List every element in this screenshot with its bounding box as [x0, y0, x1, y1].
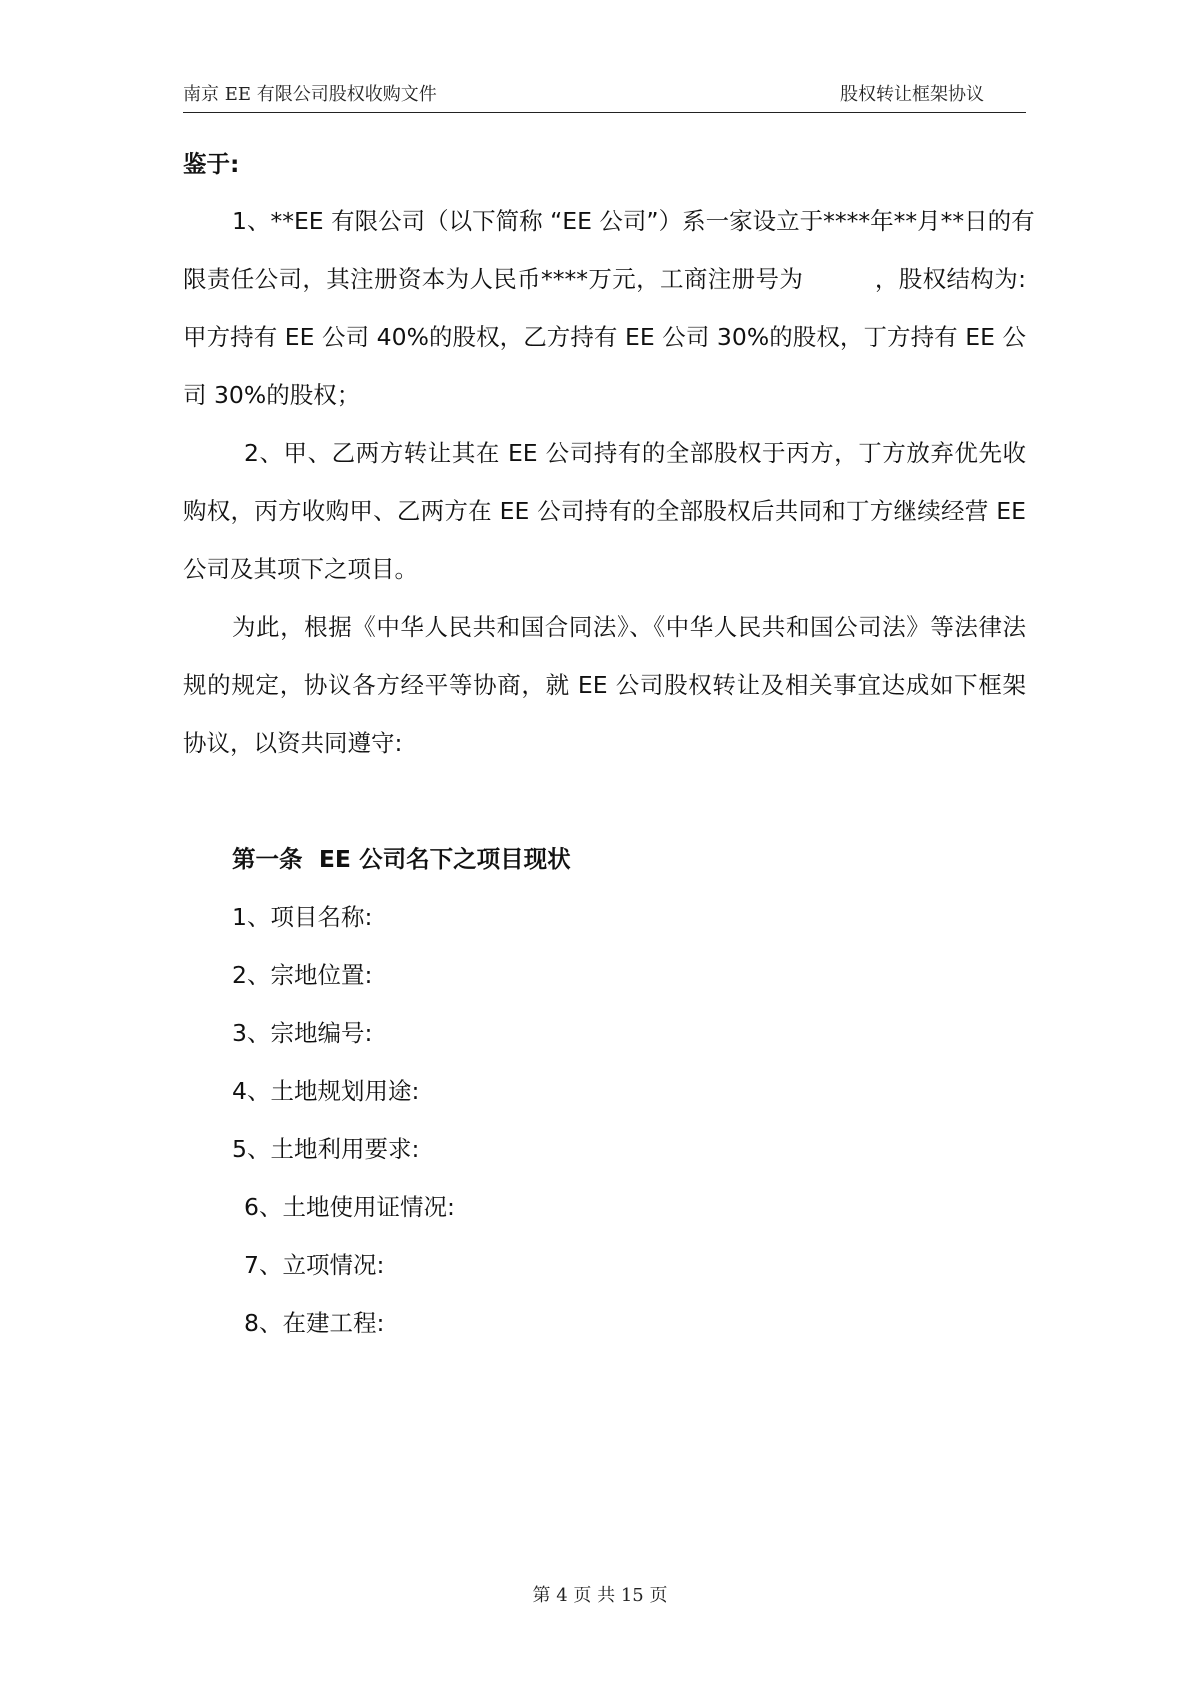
paragraph-1-line-1: 1、**EE 有限公司（以下简称 “EE 公司”）系一家设立于****年**月**日的有	[232, 207, 1035, 235]
item-project-approval-status: 7、立项情况:	[244, 1251, 385, 1279]
paragraph-3-line-3: 协议，以资共同遵守:	[183, 729, 403, 757]
header-document-title: 南京 EE 有限公司股权收购文件	[183, 84, 437, 105]
item-land-certificate-status: 6、土地使用证情况:	[244, 1193, 455, 1221]
paragraph-2-line-2: 购权，丙方收购甲、乙两方在 EE 公司持有的全部股权后共同和丁方继续经营 EE	[183, 497, 1026, 525]
paragraph-1-line-3: 甲方持有 EE 公司 40%的股权，乙方持有 EE 公司 30%的股权，丁方持有 EE 公	[183, 323, 1026, 351]
paragraph-1-line-2: 限责任公司，其注册资本为人民币****万元，工商注册号为 ，股权结构为:	[183, 265, 1026, 293]
item-construction-in-progress: 8、在建工程:	[244, 1309, 385, 1337]
paragraph-1-line-4: 司 30%的股权；	[183, 381, 361, 409]
paragraph-2-line-1: 2、甲、乙两方转让其在 EE 公司持有的全部股权于丙方，丁方放弃优先收	[244, 439, 1026, 467]
item-land-planning-use: 4、土地规划用途:	[232, 1077, 420, 1105]
item-parcel-number: 3、宗地编号:	[232, 1019, 373, 1047]
item-parcel-location: 2、宗地位置:	[232, 961, 373, 989]
item-land-use-requirements: 5、土地利用要求:	[232, 1135, 420, 1163]
paragraph-3-line-1: 为此，根据《中华人民共和国合同法》、《中华人民共和国公司法》等法律法	[232, 613, 1026, 641]
item-project-name: 1、项目名称:	[232, 903, 373, 931]
whereas-heading: 鉴于:	[183, 150, 240, 178]
page-header	[183, 84, 1026, 113]
header-agreement-title: 股权转让框架协议	[840, 84, 984, 105]
article-1-title: 第一条 EE 公司名下之项目现状	[232, 845, 571, 873]
page-number: 第 4 页 共 15 页	[532, 1585, 668, 1606]
paragraph-3-line-2: 规的规定，协议各方经平等协商，就 EE 公司股权转让及相关事宜达成如下框架	[183, 671, 1026, 699]
paragraph-2-line-3: 公司及其项下之项目。	[183, 555, 418, 583]
